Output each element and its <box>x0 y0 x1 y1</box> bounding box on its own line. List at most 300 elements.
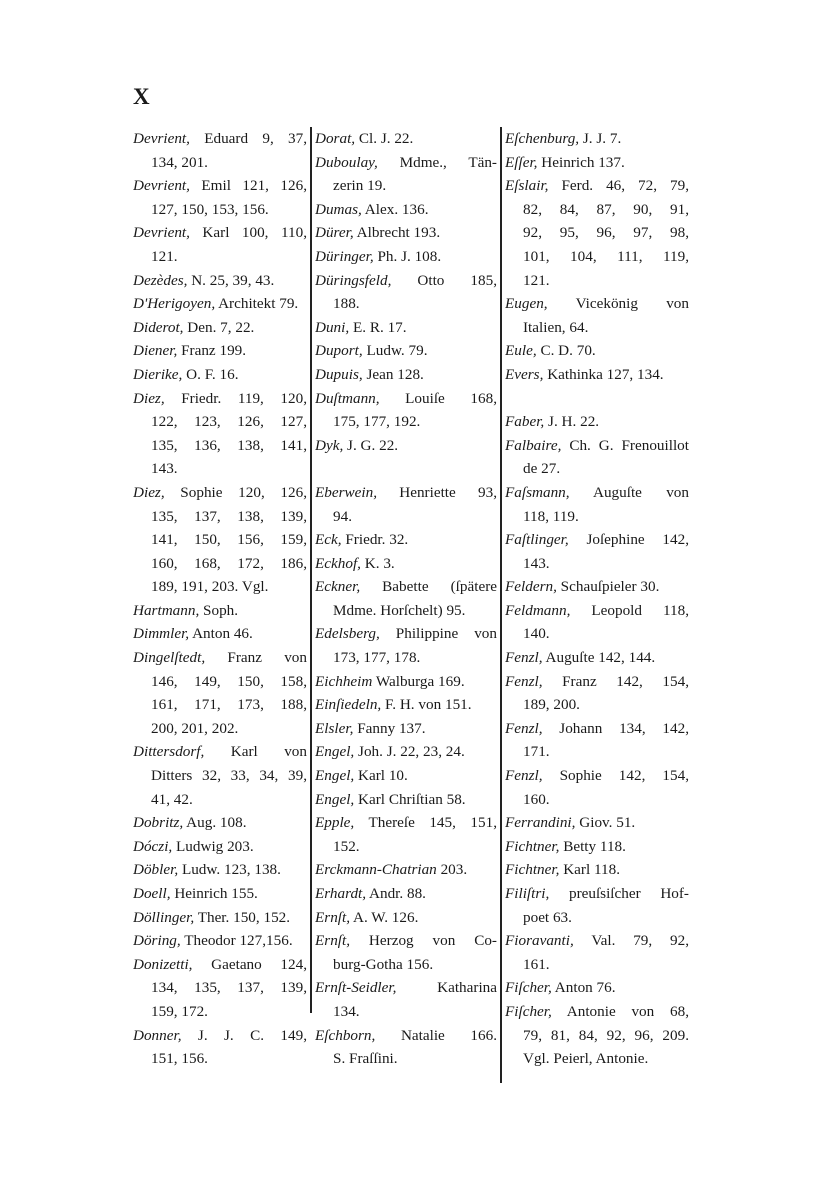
entry-name: Eule, <box>505 342 537 360</box>
entry-text: Antonie von 68, <box>551 1002 689 1020</box>
index-entry-line <box>133 127 307 151</box>
entry-text: Karl 118. <box>559 861 621 879</box>
entry-text: Louiſe 168, <box>379 389 497 407</box>
entry-text: 203. <box>436 861 468 879</box>
index-entry-line <box>505 811 689 835</box>
entry-text: 141, 150, 156, 159, <box>151 531 307 549</box>
index-entry-line <box>505 717 689 741</box>
entry-text: Den. 7, 22. <box>183 318 255 336</box>
entry-text: 121. <box>523 271 550 289</box>
index-entry-line <box>505 1000 689 1024</box>
entry-text: Schauſpieler 30. <box>556 578 660 596</box>
entry-name: Duport, <box>315 342 363 360</box>
entry-text: Franz von <box>205 649 307 667</box>
entry-text: Soph. <box>199 601 239 619</box>
entry-text: Mdme. Horſchelt) 95. <box>333 601 466 619</box>
entry-text: S. Fraſſini. <box>333 1050 398 1068</box>
entry-text: Vicekönig von <box>547 295 689 313</box>
index-entry-line <box>505 599 689 623</box>
entry-text: Italien, 64. <box>523 318 589 336</box>
entry-text: J. H. 22. <box>544 413 600 431</box>
index-entry-line <box>505 245 689 269</box>
entry-text: 135, 136, 138, 141, <box>151 436 307 454</box>
index-entry-line <box>133 528 307 552</box>
index-entry-line <box>133 858 307 882</box>
entry-text: K. 3. <box>360 554 395 572</box>
index-entry-line <box>505 646 689 670</box>
index-entry-line <box>505 953 689 977</box>
index-entry-line <box>315 457 497 481</box>
entry-text: Sophie 142, 154, <box>542 767 689 785</box>
entry-text: 127, 150, 153, 156. <box>151 200 269 218</box>
entry-text: Anton 46. <box>189 625 253 643</box>
index-entry-line <box>133 221 307 245</box>
index-entry-line <box>315 835 497 859</box>
entry-name: Doell, <box>133 885 171 902</box>
index-entry-line <box>133 811 307 835</box>
index-entry-line <box>133 622 307 646</box>
index-entry-line <box>315 976 497 1000</box>
entry-text: Ludw. 123, 138. <box>178 861 281 879</box>
index-entry-line <box>315 552 497 576</box>
entry-text: de 27. <box>523 460 561 478</box>
entry-text: Ch. G. Frenouillot <box>561 436 689 454</box>
entry-name: Dupuis, <box>315 365 363 383</box>
index-entry-line <box>133 1047 307 1071</box>
entry-text: E. R. 17. <box>349 318 407 336</box>
entry-text: 160, 168, 172, 186, <box>151 554 307 572</box>
index-entry-line <box>315 858 497 882</box>
entry-name: Erckmann-Chatrian <box>315 861 437 879</box>
entry-text: Ther. 150, 152. <box>194 908 291 926</box>
entry-name: Faſtlinger, <box>505 531 569 549</box>
index-entry-line <box>505 835 689 859</box>
index-entry-line <box>315 953 497 977</box>
index-entry-line <box>505 410 689 434</box>
index-entry-line <box>315 670 497 694</box>
index-entry-line <box>133 151 307 175</box>
entry-name: Düringsfeld, <box>315 271 392 289</box>
entry-name: Edelsberg, <box>315 625 380 643</box>
entry-text: Karl 10. <box>354 767 408 785</box>
entry-text: zerin 19. <box>333 177 387 195</box>
entry-text: Heinrich 137. <box>537 153 625 171</box>
entry-text: burg-Gotha 156. <box>333 955 434 973</box>
entry-name: Erhardt, <box>315 885 367 902</box>
entry-name: Ernſt-Seidler, <box>315 979 397 997</box>
entry-text: 175, 177, 192. <box>333 413 421 431</box>
index-entry-line <box>315 1024 497 1048</box>
index-entry-line <box>505 528 689 552</box>
entry-text: 79, 81, 84, 92, 96, 209. <box>523 1026 689 1044</box>
entry-name: Dingelſtedt, <box>133 649 206 667</box>
index-entry-line <box>315 599 497 623</box>
index-entry-line <box>505 1047 689 1071</box>
index-entry-line <box>505 151 689 175</box>
entry-text: preuſsiſcher Hof- <box>549 885 689 902</box>
entry-name: Hartmann, <box>133 601 200 619</box>
page-number: X <box>133 84 151 109</box>
entry-text: 159, 172. <box>151 1002 208 1020</box>
index-entry-line <box>133 1024 307 1048</box>
entry-name: Faber, <box>505 413 545 431</box>
index-entry-line <box>505 976 689 1000</box>
entry-name: Dyk, <box>315 436 344 454</box>
entry-text: J. J. 7. <box>579 130 622 147</box>
entry-text: C. D. 70. <box>536 342 596 360</box>
entry-text: Philippine von <box>379 625 497 643</box>
entry-text: 121. <box>151 247 178 265</box>
entry-name: Dittersdorf, <box>133 743 205 761</box>
index-entry-line <box>133 316 307 340</box>
index-entry-line <box>133 976 307 1000</box>
index-entry-line <box>133 764 307 788</box>
entry-name: Dorat, <box>315 130 356 147</box>
entry-name: Fioravanti, <box>505 932 574 950</box>
entry-name: Feldern, <box>505 578 557 596</box>
entry-text: Thereſe 145, 151, <box>354 814 497 832</box>
index-entry-line <box>133 929 307 953</box>
entry-text: Friedr. 119, 120, <box>164 389 307 407</box>
entry-text: Mdme., Tän- <box>377 153 497 171</box>
entry-name: Fichtner, <box>505 837 560 855</box>
index-entry-line <box>315 339 497 363</box>
entry-name: Ferrandini, <box>505 814 576 832</box>
entry-text: 200, 201, 202. <box>151 719 239 737</box>
entry-text: 94. <box>333 507 352 525</box>
index-entry-line <box>315 811 497 835</box>
index-entry-line <box>315 481 497 505</box>
entry-text: Auguſte von <box>569 483 689 501</box>
entry-name: Diez, <box>133 389 165 407</box>
index-entry-line <box>505 670 689 694</box>
entry-text: Herzog von Co- <box>350 932 497 950</box>
entry-name: Duſtmann, <box>315 389 380 407</box>
index-entry-line <box>315 198 497 222</box>
index-entry-line <box>505 929 689 953</box>
entry-name: Eſchenburg, <box>505 130 580 147</box>
entry-name: Eck, <box>315 531 342 549</box>
column-divider <box>500 127 502 1083</box>
index-entry-line <box>133 906 307 930</box>
entry-text: Karl Chriſtian 58. <box>354 790 466 808</box>
index-entry-line <box>315 505 497 529</box>
entry-text: Henriette 93, <box>377 483 497 501</box>
entry-name: Filiſtri, <box>505 885 550 902</box>
index-entry-line <box>133 717 307 741</box>
index-entry-line <box>315 269 497 293</box>
index-entry-line <box>315 151 497 175</box>
entry-name: Fenzl, <box>505 767 543 785</box>
entry-text: Walburga 169. <box>372 672 465 690</box>
entry-text: 134, 135, 137, 139, <box>151 979 307 997</box>
entry-text: Sophie 120, 126, <box>164 483 307 501</box>
index-entry-line <box>505 740 689 764</box>
index-entry-line <box>315 693 497 717</box>
entry-name: Eichheim <box>315 672 373 690</box>
entry-name: Evers, <box>505 365 544 383</box>
entry-text: Karl 100, 110, <box>189 224 307 242</box>
entry-name: Döbler, <box>133 861 179 879</box>
entry-name: Donner, <box>133 1026 182 1044</box>
entry-text: Babette (ſpätere <box>360 578 497 596</box>
index-entry-line <box>505 481 689 505</box>
index-entry-line <box>315 410 497 434</box>
entry-name: Diener, <box>133 342 178 360</box>
index-entry-line <box>133 575 307 599</box>
entry-text: Otto 185, <box>391 271 497 289</box>
index-entry-line <box>315 292 497 316</box>
index-entry-line <box>315 717 497 741</box>
entry-name: Fiſcher, <box>505 1002 552 1020</box>
index-entry-line <box>505 127 689 151</box>
entry-name: Fenzl, <box>505 719 543 737</box>
index-entry-line <box>505 693 689 717</box>
entry-text: 161, 171, 173, 188, <box>151 696 307 714</box>
entry-name: Döllinger, <box>133 908 195 926</box>
entry-text: 160. <box>523 790 550 808</box>
entry-text: Auguſte 142, 144. <box>542 649 656 667</box>
entry-text: Friedr. 32. <box>341 531 409 549</box>
index-entry-line <box>315 245 497 269</box>
entry-text: Anton 76. <box>551 979 616 997</box>
index-entry-line <box>133 410 307 434</box>
entry-name: Devrient, <box>133 224 190 242</box>
index-entry-line <box>505 434 689 458</box>
entry-text: F. H. von 151. <box>381 696 472 714</box>
entry-text: Andr. 88. <box>366 885 426 902</box>
index-entry-line <box>505 198 689 222</box>
entry-text: Katharina <box>396 979 497 997</box>
index-entry-line <box>315 788 497 812</box>
entry-text: Heinrich 155. <box>170 885 258 902</box>
index-entry-line <box>505 457 689 481</box>
index-entry-line <box>505 552 689 576</box>
index-entry-line <box>133 693 307 717</box>
index-entry-line <box>505 292 689 316</box>
entry-name: Fenzl, <box>505 649 543 667</box>
entry-text: 118, 119. <box>523 507 579 525</box>
entry-name: Döring, <box>133 932 181 950</box>
index-entry-line <box>315 316 497 340</box>
index-entry-line <box>505 764 689 788</box>
index-entry-line <box>315 1000 497 1024</box>
index-entry-line <box>133 457 307 481</box>
entry-text: Ludw. 79. <box>362 342 428 360</box>
index-entry-line <box>315 528 497 552</box>
index-columns <box>133 127 689 1082</box>
index-entry-line <box>505 316 689 340</box>
entry-text: A. W. 126. <box>350 908 419 926</box>
entry-text: 143. <box>151 460 178 478</box>
entry-text: J. G. 22. <box>343 436 399 454</box>
entry-text: Vgl. Peierl, Antonie. <box>523 1050 649 1068</box>
index-entry-line <box>315 1047 497 1071</box>
entry-name: Eugen, <box>505 295 548 313</box>
entry-text: 134. <box>333 1002 360 1020</box>
index-entry-line <box>133 387 307 411</box>
entry-text: Gaetano 124, <box>192 955 307 973</box>
entry-name: Faſsmann, <box>505 483 570 501</box>
entry-text: Kathinka 127, 134. <box>543 365 664 383</box>
entry-text: Natalie 166. <box>375 1026 497 1044</box>
entry-name: Eckner, <box>315 578 361 596</box>
entry-text: Eduard 9, 37, <box>189 130 307 147</box>
index-entry-line <box>505 858 689 882</box>
entry-name: Eckhof, <box>315 554 361 572</box>
index-entry-line <box>315 906 497 930</box>
entry-text: 140. <box>523 625 550 643</box>
index-entry-line <box>505 622 689 646</box>
entry-text: 143. <box>523 554 550 572</box>
index-entry-line <box>133 505 307 529</box>
index-entry-line <box>505 505 689 529</box>
entry-text: Architekt 79. <box>215 295 299 313</box>
entry-text: Ferd. 46, 72, 79, <box>548 177 689 195</box>
entry-text: Ditters 32, 33, 34, 39, <box>151 767 307 785</box>
entry-name: Dürer, <box>315 224 354 242</box>
entry-name: Fenzl, <box>505 672 543 690</box>
entry-text: Leopold 118, <box>570 601 689 619</box>
entry-name: Dumas, <box>315 200 362 218</box>
entry-text: Franz 142, 154, <box>542 672 689 690</box>
entry-name: Feldmann, <box>505 601 571 619</box>
entry-text: 41, 42. <box>151 790 193 808</box>
index-entry-line <box>505 882 689 906</box>
entry-name: Eſslair, <box>505 177 549 195</box>
index-entry-line <box>133 953 307 977</box>
index-entry-line <box>133 174 307 198</box>
index-entry-line <box>133 740 307 764</box>
entry-text: Cl. J. 22. <box>355 130 414 147</box>
entry-text: O. F. 16. <box>182 365 239 383</box>
index-entry-line <box>315 764 497 788</box>
index-entry-line <box>315 363 497 387</box>
index-column-2 <box>315 127 497 1082</box>
index-entry-line <box>505 269 689 293</box>
index-entry-line <box>315 387 497 411</box>
entry-text: Alex. 136. <box>361 200 429 218</box>
entry-name: Elsler, <box>315 719 354 737</box>
index-column-1 <box>133 127 307 1082</box>
entry-text: 82, 84, 87, 90, 91, <box>523 200 689 218</box>
entry-text: Jean 128. <box>362 365 424 383</box>
index-entry-line <box>133 646 307 670</box>
index-entry-line <box>133 1000 307 1024</box>
entry-text: Karl von <box>204 743 307 761</box>
entry-text: Ph. J. 108. <box>373 247 442 265</box>
entry-name: Dimmler, <box>133 625 190 643</box>
entry-name: Fichtner, <box>505 861 560 879</box>
entry-text: Theodor 127,156. <box>180 932 293 950</box>
index-entry-line <box>505 174 689 198</box>
entry-name: Diderot, <box>133 318 184 336</box>
entry-name: Engel, <box>315 790 355 808</box>
index-entry-line <box>133 269 307 293</box>
index-entry-line <box>133 339 307 363</box>
entry-name: Fiſcher, <box>505 979 552 997</box>
entry-name: Eberwein, <box>315 483 378 501</box>
entry-name: Engel, <box>315 743 355 761</box>
entry-text: Ludwig 203. <box>172 837 254 855</box>
entry-text: 92, 95, 96, 97, 98, <box>523 224 689 242</box>
index-entry-line <box>505 788 689 812</box>
index-entry-line <box>315 882 497 906</box>
entry-text: 122, 123, 126, 127, <box>151 413 307 431</box>
entry-name: Düringer, <box>315 247 374 265</box>
index-column-3 <box>505 127 689 1082</box>
index-entry-line <box>315 929 497 953</box>
index-entry-line <box>505 1024 689 1048</box>
entry-text: poet 63. <box>523 908 572 926</box>
entry-text: Aug. 108. <box>183 814 247 832</box>
index-entry-line <box>315 740 497 764</box>
index-entry-line <box>505 339 689 363</box>
entry-name: Dezèdes, <box>133 271 188 289</box>
entry-name: Duni, <box>315 318 350 336</box>
index-entry-line <box>315 221 497 245</box>
entry-text: Johann 134, 142, <box>542 719 689 737</box>
entry-name: Epple, <box>315 814 355 832</box>
index-entry-line <box>505 221 689 245</box>
entry-name: Einſiedeln, <box>315 696 382 714</box>
index-entry-line <box>315 174 497 198</box>
index-entry-line <box>133 363 307 387</box>
index-entry-line <box>505 387 689 411</box>
index-entry-line <box>505 575 689 599</box>
index-entry-line <box>133 481 307 505</box>
entry-text: 101, 104, 111, 119, <box>523 247 689 265</box>
index-entry-line <box>133 434 307 458</box>
entry-text: 188. <box>333 295 360 313</box>
index-entry-line <box>315 127 497 151</box>
index-entry-line <box>133 552 307 576</box>
index-entry-line <box>315 622 497 646</box>
entry-name: Falbaire, <box>505 436 562 454</box>
index-entry-line <box>315 646 497 670</box>
column-divider <box>310 127 312 1013</box>
entry-text: 152. <box>333 837 360 855</box>
entry-name: D'Herigoyen, <box>133 295 216 313</box>
entry-name: Ernſt, <box>315 908 351 926</box>
entry-text: Fanny 137. <box>353 719 426 737</box>
entry-text: Betty 118. <box>559 837 626 855</box>
index-entry-line <box>315 575 497 599</box>
index-entry-line <box>133 292 307 316</box>
index-entry-line <box>133 670 307 694</box>
index-entry-line <box>133 198 307 222</box>
entry-name: Devrient, <box>133 177 190 195</box>
index-entry-line <box>505 906 689 930</box>
entry-name: Dierike, <box>133 365 183 383</box>
entry-name: Engel, <box>315 767 355 785</box>
entry-text: 189, 200. <box>523 696 580 714</box>
entry-text: Joh. J. 22, 23, 24. <box>354 743 465 761</box>
entry-name: Dóczi, <box>133 837 173 855</box>
entry-text: 151, 156. <box>151 1050 208 1068</box>
index-entry-line <box>505 363 689 387</box>
entry-text: Giov. 51. <box>575 814 636 832</box>
entry-text: 161. <box>523 955 550 973</box>
entry-name: Ernſt, <box>315 932 351 950</box>
entry-name: Dobritz, <box>133 814 184 832</box>
entry-text: J. J. C. 149, <box>181 1026 307 1044</box>
entry-text: Albrecht 193. <box>353 224 441 242</box>
entry-text: N. 25, 39, 43. <box>187 271 275 289</box>
entry-name: Donizetti, <box>133 955 193 973</box>
entry-text: 135, 137, 138, 139, <box>151 507 307 525</box>
entry-name: Diez, <box>133 483 165 501</box>
